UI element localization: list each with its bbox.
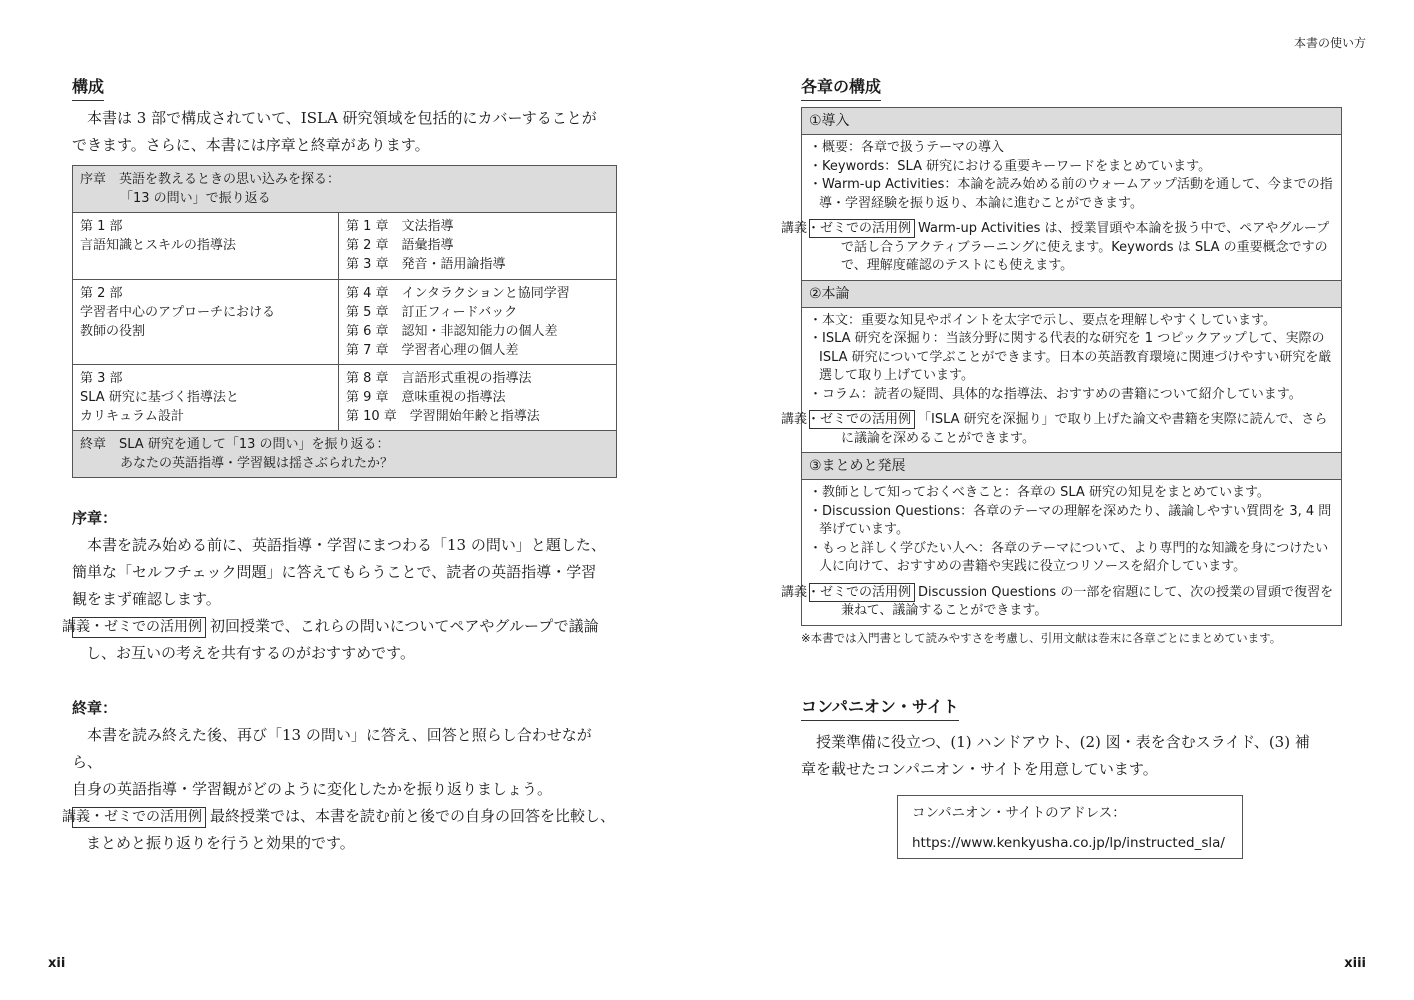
structure-heading: 構成 (72, 74, 104, 101)
usage-tag: 講義・ゼミでの活用例 (72, 807, 206, 828)
usage-tag: 講義・ゼミでの活用例 (809, 410, 915, 429)
companion-section (801, 694, 1342, 783)
epilogue-heading: 終章： (72, 699, 118, 717)
structure-intro: 本書は 3 部で構成されていて、ISLA 研究領域を包括的にカバーすることが できます。さらに、本書には序章と終章があります。 (72, 109, 597, 154)
table-row: 第 1 部 言語知識とスキルの指導法 第 1 章 文法指導 第 2 章 語彙指導 第 3 章 発音・語用論指導 (73, 213, 617, 280)
section-body-intro: ・概要：各章で扱うテーマの導入 ・Keywords：SLA 研究における重要キーワードをまとめています。 ・Warm-up Activities：本論を読み始める前のウォームアップ活動を通して、今までの指導・学習経験を振り返り、本論に進むことができます。 講義・ゼミでの活用例 Warm-up Activities は、授業冒頭や本論を扱う中で、ペアやグループで話し合うアクティブラーニングに使えます。Keywords は SLA の重要概念ですので、理解度確認のテストにも使えます。 (802, 135, 1341, 281)
table-row: 第 2 部 学習者中心のアプローチにおける 教師の役割 第 4 章 インタラクションと協同学習 第 5 章 訂正フィードバック 第 6 章 認知・非認知能力の個人差 第 7 章 学習者心理の個人差 (73, 280, 617, 365)
table-row: 第 3 部 SLA 研究に基づく指導法と カリキュラム設計 第 8 章 言語形式重視の指導法 第 9 章 意味重視の指導法 第 10 章 学習開始年齢と指導法 (73, 365, 617, 431)
companion-heading: コンパニオン・サイト (801, 694, 959, 721)
structure-section (72, 74, 616, 478)
epilogue-usage: 講義・ゼミでの活用例 最終授業では、本書を読む前と後での自身の回答を比較し、まとめと振り返りを行うと効果的です。 (62, 807, 616, 852)
companion-body: 授業準備に役立つ、(1) ハンドアウト、(2) 図・表を含むスライド、(3) 補 章を載せたコンパニオン・サイトを用意しています。 (801, 733, 1310, 778)
chapter-structure-box (781, 107, 1342, 626)
prologue-row: 序章 英語を教えるときの思い込みを探る： 「13 の問い」で振り返る (73, 166, 617, 213)
section-head-summary: ③まとめと発展 (802, 453, 1341, 480)
epilogue-section (62, 696, 616, 857)
section-body-summary: ・教師として知っておくべきこと：各章の SLA 研究の知見をまとめています。 ・Discussion Questions：各章のテーマの理解を深めたり、議論しやすい質問を 3, 4 問挙げています。 ・もっと詳しく学びたい人へ：各章のテーマについて、より専門的な知識を身につけたい人に向けて、おすすめの書籍や実践に役立つリソースを紹介しています。 講義・ゼミでの活用例 Discussion Questions の一部を宿題にして、次の授業の冒頭で復習を兼ねて、議論することができます。 (781, 485, 1334, 618)
structure-table (72, 165, 617, 478)
chapter-structure-heading: 各章の構成 (801, 74, 881, 101)
page-number-left: xii (48, 956, 66, 971)
prologue-section (62, 506, 616, 667)
prologue-heading: 序章： (72, 509, 118, 527)
running-head: 本書の使い方 (1293, 36, 1366, 50)
epilogue-body: 本書を読み終えた後、再び「13 の問い」に答え、回答と照らし合わせながら、 自身の英語指導・学習観がどのように変化したかを振り返りましょう。 (72, 726, 592, 798)
epilogue-row: 終章 SLA 研究を通して「13 の問い」を振り返る： あなたの英語指導・学習観は揺さぶられたか？ (73, 431, 617, 478)
section-head-main: ②本論 (802, 281, 1341, 308)
address-url[interactable]: https://www.kenkyusha.co.jp/lp/instructed_sla/ (912, 835, 1225, 851)
chapter-structure-section (781, 74, 1342, 646)
page-number-right: xiii (1344, 956, 1366, 971)
usage-tag: 講義・ゼミでの活用例 (809, 219, 915, 238)
section-head-intro: ①導入 (802, 108, 1341, 135)
section-body-main: ・本文：重要な知見やポイントを太字で示し、要点を理解しやすくしています。 ・ISLA 研究を深掘り：当該分野に関する代表的な研究を 1 つピックアップして、実際の ISLA 研究について学ぶことができます。日本の英語教育環境に関連づけやすい研究を厳選して取り上げています。 ・コラム：読者の疑問、具体的な指導法、おすすめの書籍について紹介しています。 講義・ゼミでの活用例 「ISLA 研究を深掘り」で取り上げた論文や書籍を実際に読んで、さらに議論を深めることができます。 (802, 308, 1341, 454)
usage-tag: 講義・ゼミでの活用例 (809, 583, 915, 602)
prologue-usage: 講義・ゼミでの活用例 初回授業で、これらの問いについてペアやグループで議論し、お互いの考えを共有するのがおすすめです。 (62, 617, 599, 662)
companion-address-box (897, 795, 1243, 859)
citation-note: ※本書では入門書として読みやすさを考慮し、引用文献は巻末に各章ごとにまとめています。 (801, 630, 1282, 645)
address-label: コンパニオン・サイトのアドレス： (912, 805, 1126, 821)
usage-tag: 講義・ゼミでの活用例 (72, 617, 206, 638)
prologue-body: 本書を読み始める前に、英語指導・学習にまつわる「13 の問い」と題した、 簡単な「セルフチェック問題」に答えてもらうことで、読者の英語指導・学習 観をまず確認します。 (72, 536, 606, 608)
